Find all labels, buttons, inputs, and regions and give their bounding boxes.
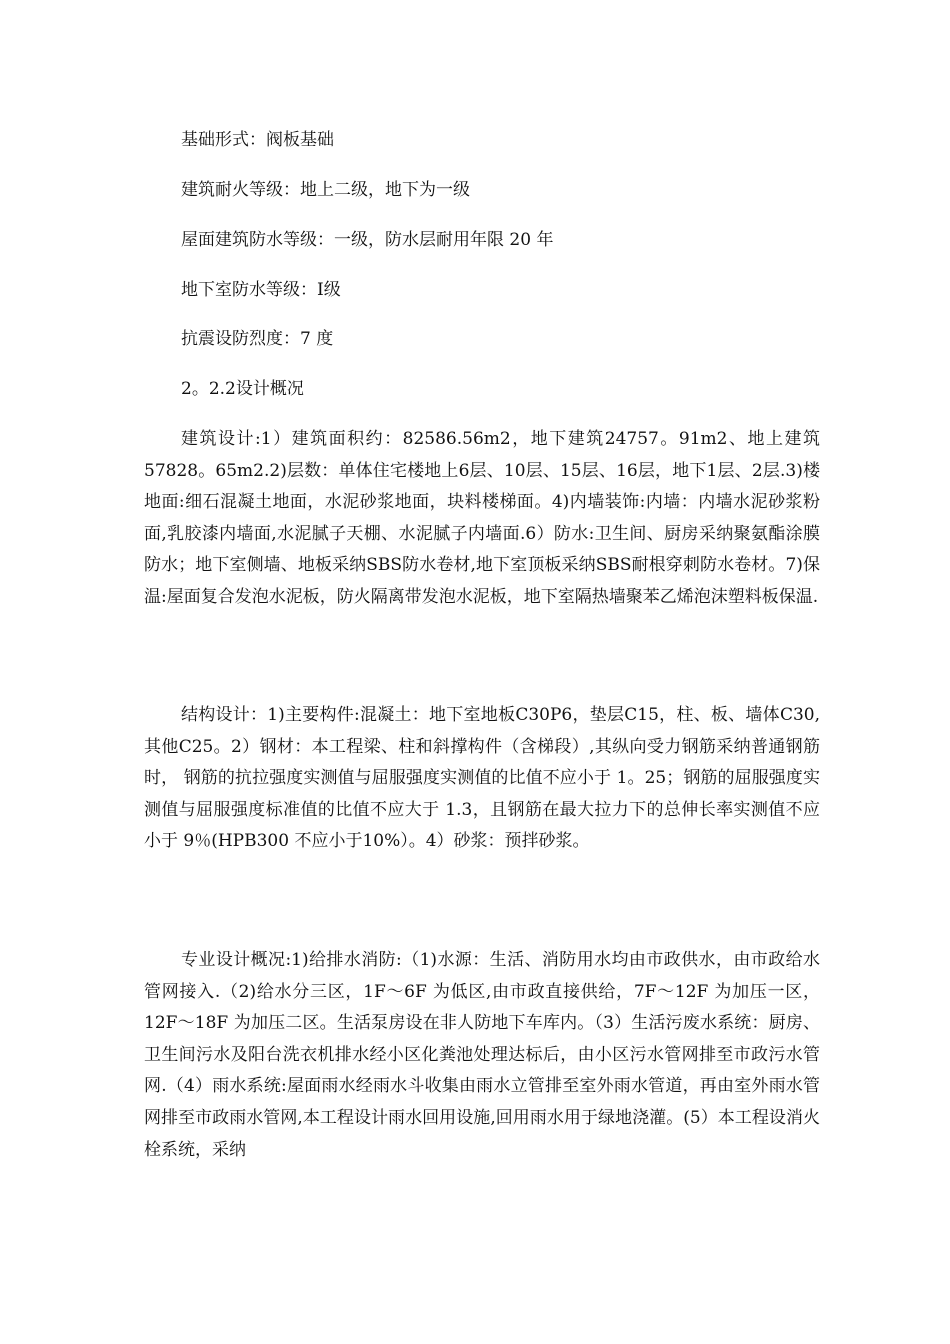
basement-waterproof-line: 地下室防水等级：Ⅰ级 bbox=[181, 280, 341, 300]
section-heading: 2。2.2设计概况 bbox=[181, 379, 304, 399]
seismic-intensity-line: 抗震设防烈度：7 度 bbox=[181, 329, 334, 349]
foundation-type-line: 基础形式：阀板基础 bbox=[181, 130, 334, 150]
architectural-design-paragraph: 建筑设计:1）建筑面积约：82586.56m2，地下建筑24757。91m2、地上建筑57828。65m2.2)层数：单体住宅楼地上6层、10层、15层、16层，地下1层、2层.3)楼地面:细石混凝土地面，水泥砂浆地面，块料楼梯面。4)内墙装饰:内墙：内墙水泥砂浆粉面,乳胶漆内墙面,水泥腻子天棚、水泥腻子内墙面.6）防水:卫生间、厨房采纳聚氨酯涂膜防水；地下室侧墙、地板采纳SBS防水卷材,地下室顶板采纳SBS耐根穿刺防水卷材。7)保温:屋面复合发泡水泥板，防火隔离带发泡水泥板，地下室隔热墙聚苯乙烯泡沫塑料板保温. bbox=[144, 429, 820, 607]
fire-resistance-line: 建筑耐火等级：地上二级，地下为一级 bbox=[181, 180, 470, 200]
specialty-design-paragraph: 专业设计概况:1)给排水消防:（1)水源：生活、消防用水均由市政供水，由市政给水管网接入.（2)给水分三区，1F～6F 为低区,由市政直接供给，7F～12F 为加压一区，12F～18F 为加压二区。生活泵房设在非人防地下车库内。（3）生活污废水系统：厨房、卫生间污水及阳台洗衣机排水经小区化粪池处理达标后，由小区污水管网排至市政污水管网.（4）雨水系统:屋面雨水经雨水斗收集由雨水立管排至室外雨水管道，再由室外雨水管网排至市政雨水管网,本工程设计雨水回用设施,回用雨水用于绿地浇灌。(5）本工程设消火栓系统，采纳 bbox=[144, 950, 820, 1160]
roof-waterproof-line: 屋面建筑防水等级：一级，防水层耐用年限 20 年 bbox=[181, 230, 554, 250]
structural-design-paragraph: 结构设计：1)主要构件:混凝土：地下室地板C30P6，垫层C15，柱、板、墙体C30,其他C25。2）钢材：本工程梁、柱和斜撑构件（含梯段）,其纵向受力钢筋采纳普通钢筋时， 钢筋的抗拉强度实测值与屈服强度实测值的比值不应小于 1。25；钢筋的屈服强度实测值与屈服强度标准值的比值不应大于 1.3，且钢筋在最大拉力下的总伸长率实测值不应小于 9％(HPB300 不应小于10%）。4）砂浆：预拌砂浆。 bbox=[144, 705, 820, 852]
